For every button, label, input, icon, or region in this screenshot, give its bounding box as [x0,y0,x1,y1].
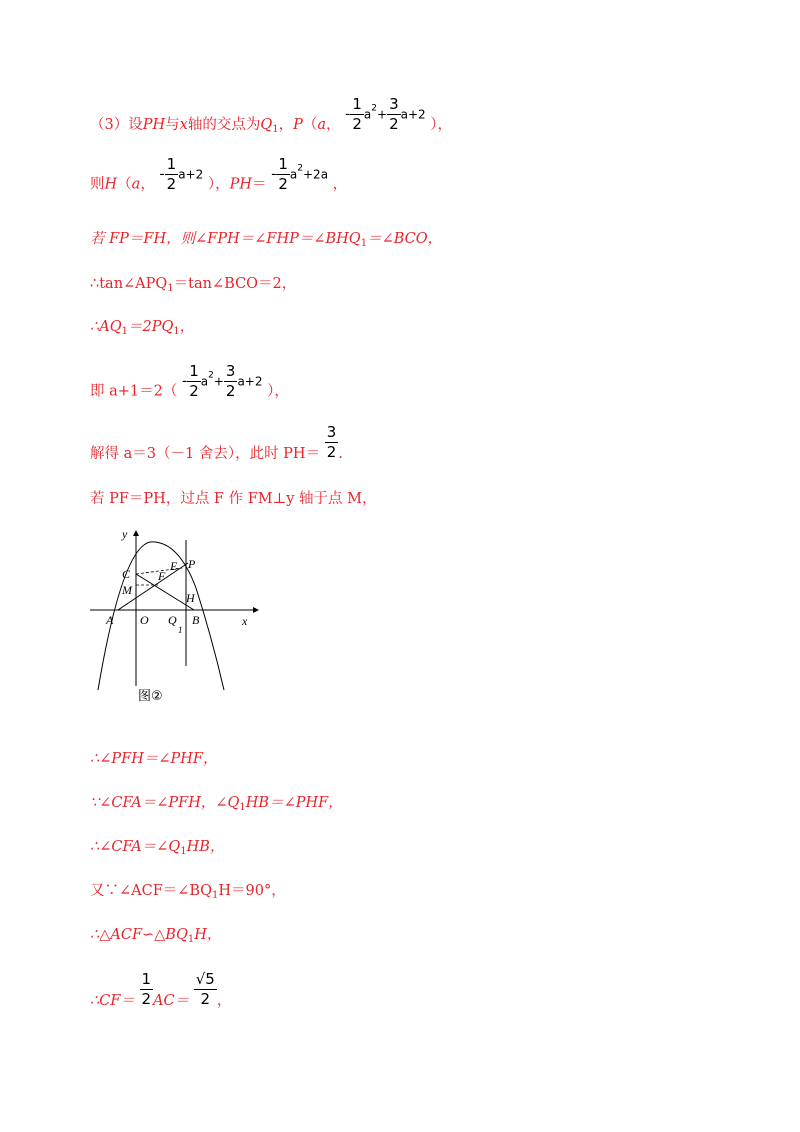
fraction-sqrt5-2: $\frac{√5}{2}$ [195,969,215,1008]
label-f: F [158,569,166,583]
label-e: E [170,559,178,573]
figure-caption: 图② [138,689,163,704]
line-9: ∴∠PFH＝∠PHF， [90,751,218,767]
expr-quadratic: - $\frac{1}{2}$ $a^2+$ $\frac{3}{2}$ a+2 [181,362,263,400]
label-q: Q [168,613,177,627]
fraction-1-2: $\frac{1}{2}$ [166,155,177,193]
label-c: C [122,567,131,581]
parabola-figure [88,528,268,713]
line-6: 即 a+1＝2（ - $\frac{1}{2}$ $a^2+$ $\frac{3}{2}$ a+2 ）， [90,362,289,400]
line-12: 又$\because\angle ACF=\angle BQ_1H=90^\circ$， [90,883,286,901]
line-8: 若 PF＝PH，过点 F 作 FM⊥y 轴于点 M， [90,491,377,507]
expr-h-y: - $\frac{1}{2}$ a+2 [159,155,204,193]
label-a: A [106,613,114,627]
line-10: ∵∠CFA＝∠PFH，$\angle Q_1HB=\angle PHF$， [90,795,343,813]
fraction-1-2: $\frac{1}{2}$ [141,969,152,1008]
fraction-1-2: $\frac{1}{2}$ [352,94,362,133]
line-11: $\therefore\angle CFA=\angle Q_1HB$， [90,839,225,857]
line-3: 若 FP＝FH，则$\angle FPH=\angle FHP=\angle BHQ_1=\angle BCO$， [90,231,443,249]
label-p: P [188,557,196,571]
label-m: M [122,583,132,597]
label-x: x [242,614,248,628]
line-5: $\therefore AQ_1=2PQ_1$， [90,319,195,337]
label-h: H [186,591,195,605]
fraction-1-2: $\frac{1}{2}$ [189,362,199,400]
label-y: y [122,528,128,541]
line-7: 解得 a＝3（－1 舍去），此时 PH＝ $\frac{3}{2}$ . [90,422,343,462]
fraction-1-2: $\frac{1}{2}$ [278,155,288,193]
line-2: 则H（a， - $\frac{1}{2}$ a+2 ），PH＝ - $\frac{1}{2}$ $a^2+2a$ ， [90,155,348,193]
fraction-3-2: $\frac{3}{2}$ [389,94,399,133]
x-axis-arrow [253,607,259,613]
label-o: O [140,613,149,627]
parabola-curve [98,542,224,690]
line-14: ∴CF＝ $\frac{1}{2}$ AC＝ $\frac{√5}{2}$ ， [90,969,232,1009]
fraction-3-2: $\frac{3}{2}$ [225,362,236,400]
line-4: $\therefore\tan\angle APQ_1=\tan\angle BCO=2$， [90,276,297,294]
expr-p-y: - $\frac{1}{2}$ $a^2+$ $\frac{3}{2}$ a+2 [345,94,426,133]
y-axis-arrow [133,530,139,536]
expr-ph: - $\frac{1}{2}$ $a^2+2a$ [271,155,329,193]
fraction-3-2: $\frac{3}{2}$ [326,422,337,461]
line-1: （3）设PH与x轴的交点为$Q_1$，P（a， - $\frac{1}{2}$ $a^2+$ $\frac{3}{2}$ a+2 ）， [90,94,453,135]
line-13: $\therefore\triangle ACF∽\triangle BQ_1H$， [90,927,222,945]
label-q-sub: 1 [178,625,183,635]
label-b: B [192,613,200,627]
